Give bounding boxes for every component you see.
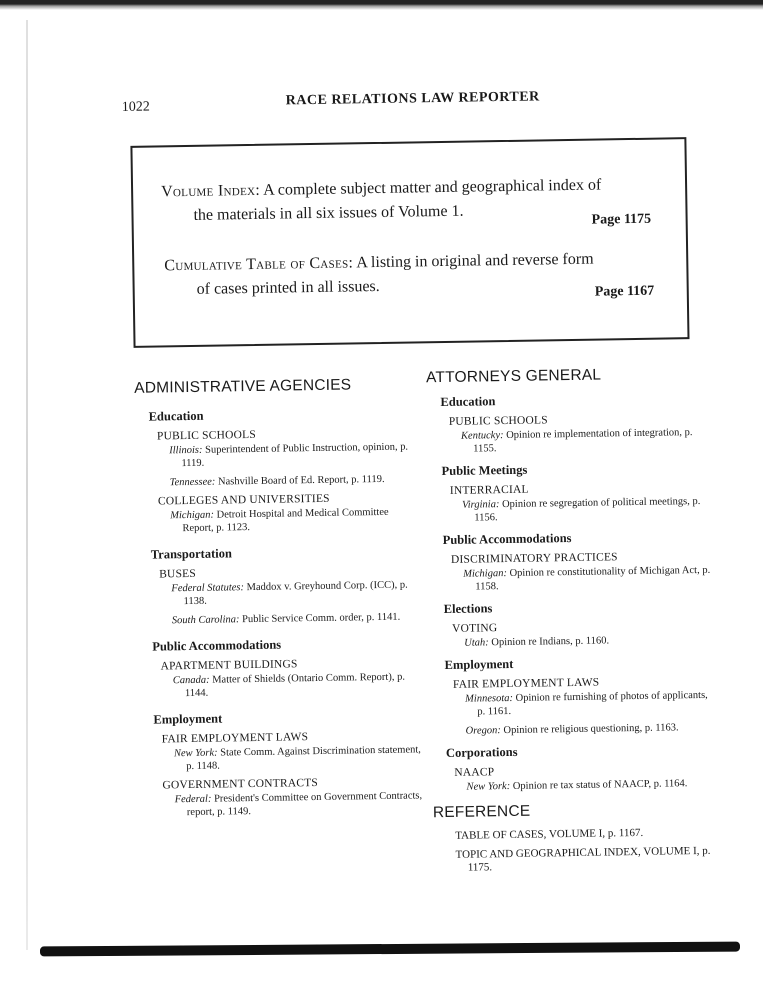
- subtopic-heading: COLLEGES AND UNIVERSITIES: [157, 492, 330, 508]
- topic-heading: Employment: [153, 711, 223, 727]
- citation: [463, 564, 711, 594]
- citation-jurisdiction: Canada:: [172, 674, 210, 687]
- citation-jurisdiction: Federal:: [174, 793, 212, 806]
- table-of-cases-label: Cumulative Table of Cases:: [164, 254, 354, 275]
- subtopic-heading: NAACP: [454, 766, 495, 779]
- topic-heading: Public Meetings: [441, 462, 528, 479]
- topic-heading: Public Accommodations: [152, 637, 282, 654]
- table-of-cases-page: Page 1167: [594, 283, 655, 300]
- topic-heading: Employment: [444, 656, 514, 673]
- page-number: 1022: [121, 99, 150, 116]
- citation-jurisdiction: South Carolina:: [171, 614, 240, 627]
- subtopic-heading: FAIR EMPLOYMENT LAWS: [161, 731, 309, 746]
- citation-jurisdiction: Virginia:: [462, 499, 500, 511]
- citation-jurisdiction: Minnesota:: [465, 692, 514, 705]
- citation-text: Superintendent of Public Instruction, opinion, p. 1119.: [181, 441, 409, 470]
- citation-text: Opinion re constitutionality of Michigan Act, p. 1158.: [475, 564, 711, 593]
- citation: [175, 789, 423, 819]
- citation-jurisdiction: Illinois:: [169, 444, 203, 457]
- subtopic-heading: DISCRIMINATORY PRACTICES: [450, 551, 618, 566]
- citation: [466, 777, 714, 794]
- citation-jurisdiction: New York:: [466, 780, 511, 793]
- citation-text: Public Service Comm. order, p. 1141.: [241, 611, 401, 626]
- citation: [462, 495, 710, 525]
- section-heading: ADMINISTRATIVE AGENCIES: [134, 376, 352, 397]
- section-heading: REFERENCE: [432, 802, 531, 822]
- citation: [466, 721, 714, 738]
- running-title: RACE RELATIONS LAW REPORTER: [285, 89, 540, 109]
- citation: [464, 633, 712, 650]
- table-of-cases-text: A listing in original and reverse form: [356, 250, 594, 272]
- subtopic-heading: PUBLIC SCHOOLS: [156, 428, 257, 443]
- left-column: [134, 375, 423, 825]
- citation-text: Opinion re tax status of NAACP, p. 1164.: [512, 778, 688, 792]
- topic-heading: Transportation: [150, 546, 232, 562]
- topic-heading: Corporations: [445, 744, 518, 760]
- citation-text: Opinion re furnishing of photos of applicants, p. 1161.: [477, 689, 708, 718]
- citation-jurisdiction: Oregon:: [465, 725, 501, 737]
- citation-text: Opinion re religious questioning, p. 1163.: [503, 722, 679, 737]
- section-heading: ATTORNEYS GENERAL: [425, 366, 602, 387]
- topic-heading: Public Accommodations: [442, 530, 572, 548]
- citation-jurisdiction: New York:: [173, 747, 218, 760]
- citation-text: President's Committee on Government Contracts, report, p. 1149.: [186, 790, 423, 819]
- citation-text: Detroit Hospital and Medical Committee Report, p. 1123.: [182, 506, 389, 535]
- citation-jurisdiction: Utah:: [464, 637, 489, 649]
- right-column: [426, 365, 716, 881]
- volume-index-page: Page 1175: [591, 211, 652, 228]
- table-of-cases-text-cont: of cases printed in all issues.: [196, 277, 380, 298]
- citation: [172, 610, 420, 627]
- citation: [170, 505, 418, 535]
- citation: [171, 578, 419, 608]
- reference-item: TOPIC AND GEOGRAPHICAL INDEX, VOLUME I, p. 1175.: [455, 844, 711, 874]
- topic-heading: Elections: [443, 601, 493, 617]
- volume-index-label: Volume Index:: [161, 181, 261, 201]
- volume-index-text-cont: the materials in all six issues of Volume 1.: [193, 202, 464, 224]
- subtopic-heading: INTERRACIAL: [449, 483, 529, 497]
- subtopic-heading: BUSES: [159, 567, 197, 581]
- citation-text: Nashville Board of Ed. Report, p. 1119.: [217, 473, 385, 488]
- citation-text: Opinion re Indians, p. 1160.: [491, 635, 610, 649]
- citation: [170, 472, 418, 489]
- subtopic-heading: GOVERNMENT CONTRACTS: [162, 777, 319, 792]
- subtopic-heading: PUBLIC SCHOOLS: [448, 414, 548, 428]
- citation-jurisdiction: Michigan:: [463, 568, 508, 580]
- subtopic-heading: FAIR EMPLOYMENT LAWS: [452, 676, 600, 691]
- notice-box: [130, 137, 689, 348]
- citation-jurisdiction: Kentucky:: [460, 430, 504, 442]
- volume-index-text: A complete subject matter and geographical index of: [263, 176, 602, 199]
- citation-jurisdiction: Federal Statutes:: [171, 582, 245, 595]
- citation: [174, 743, 422, 773]
- citation: [173, 670, 421, 700]
- citation: [169, 440, 417, 470]
- citation-text: Opinion re segregation of political meetings, p. 1156.: [474, 495, 701, 524]
- reference-item: TABLE OF CASES, VOLUME I, p. 1167.: [455, 826, 644, 842]
- subtopic-heading: VOTING: [451, 622, 498, 635]
- topic-heading: Education: [148, 408, 204, 424]
- citation-jurisdiction: Tennessee:: [169, 476, 216, 489]
- citation-text: Maddox v. Greyhound Corp. (ICC), p. 1138.: [183, 579, 408, 608]
- citation: [461, 426, 709, 456]
- citation-text: State Comm. Against Discrimination statement, p. 1148.: [186, 744, 421, 773]
- subtopic-heading: APARTMENT BUILDINGS: [160, 658, 298, 673]
- citation-text: Matter of Shields (Ontario Comm. Report), p. 1144.: [184, 671, 406, 700]
- citation: [465, 689, 713, 719]
- citation-jurisdiction: Michigan:: [170, 509, 215, 522]
- topic-heading: Education: [440, 394, 496, 410]
- citation-text: Opinion re implementation of integration, p. 1155.: [473, 427, 693, 455]
